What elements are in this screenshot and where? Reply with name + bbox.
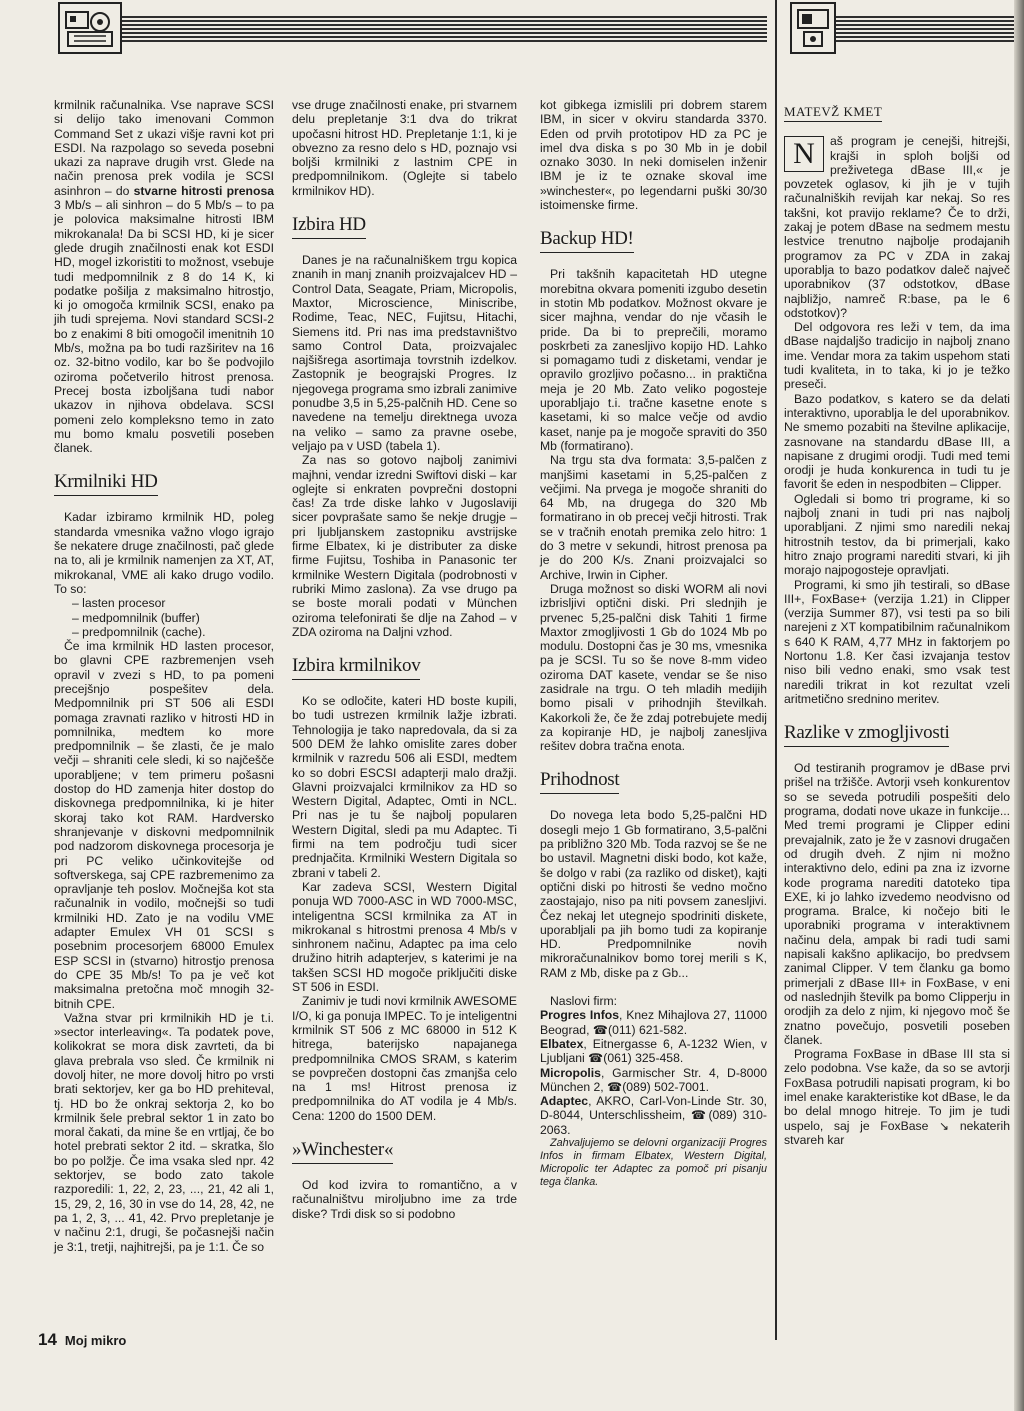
paragraph: Važna stvar pri krmilnikih HD je t.i. »sector interleaving«. Ta podatek pove, kolikokrat se mora disk zavrteti, da bi glava prebrala vso sled. Če krmilnik ni dovolj hiter, ne more dovolj hitro po vrsti brati sektorjev, ker ga bo HD prehiteval, tj. HD bo že onkraj sektorja 2, ko bo krmilnik šele prebral sektor 1 in zato bo moral čakati, da mine še en vrtljaj, če bo hotel prebrati sektor 2 itd. – skratka, šlo bo po polžje. Če ima vsaka sled npr. 42 sektorjev, se bodo zato takole razporedili: 1, 22, 2, 23, ..., 21, 42 ali 1, 15, 29, 2, 16, 30 in vse do 14, 28, 42, ne pa 1, 2, 3, ... 41, 42. Prvo prepletanje je v načinu 2:1, drugi, še počasnejši način je 3:1, tretji, najhitrejši, pa je 1:1. Če so — [54, 1010, 274, 1254]
paragraph: vse druge značilnosti enake, pri stvarnem delu prepletanje 3:1 dva do trikrat upočasni hitrost HD. Prepletanje 1:1, ki je obvezno za resno delo s HD, poznajo vsi boljši krmilniki z lastnim CPE in predpomnilnikom. (Oglejte si tabelo krmilnikov HD). — [292, 98, 517, 198]
column-4 — [784, 105, 1010, 1147]
header-stripe-left — [122, 16, 767, 44]
paragraph: krmilnik računalnika. Vse naprave SCSI si delijo tako imenovani Common Command Set z ukazi višje ravni kot pri ESDI. Na razpolago so seveda posebni ukazi za naprave drugih vrst. Glede na način prenosa prek vodila je SCSI asinhron – do stvarne hitrosti prenosa 3 Mb/s – ali sinhron – do 5 Mb/s – to pa je polovica maksimalne hitrosti IBM mikrokanala! Da bi SCSI HD, ki je sicer glede drugih značilnosti enak kot ESDI HD, mogel izkoristiti to možnost, vsebuje tudi medpomnilnik z 8 do 14 K, ki podatke pošilja z maksimalno hitrostjo, ki jo omogoča krmilnik SCSI, enako pa jih tudi sprejema. Novi standard SCSI-2 bo z enakimi 8 biti omogočil imenitnih 10 Mb/s, možna pa bo tudi razširitev na 16 oz. 32-bitno vodilo, kar bo še podvojilo oziroma početverilo hitrost prenosa. Precej bosta izboljšana tudi nabor ukazov in njihova obdelava. SCSI pomeni zelo kompleksno temo in zato mu bomo kmalu posvetili poseben članek. — [54, 98, 274, 456]
paragraph: kot gibkega izmislili pri dobrem starem IBM, in sicer v okviru standarda 3370. Eden od prvih prototipov HD za PC je imel dva diska s po 30 Mb in je dobil oznako 3030. In neki domiselen inženir IBM je iz te oznake skoval ime »winchester«, po legendarni puški 30/30 istoimenske firme. — [540, 98, 767, 213]
column-3 — [540, 98, 767, 1189]
computer-logo-icon — [790, 2, 836, 54]
section-heading-izbira-krmilnikov: Izbira krmilnikov — [292, 655, 420, 680]
paragraph: Kadar izbiramo krmilnik HD, poleg standarda vmesnika važno vlogo igrajo še nekatere druge značilnosti, pač glede na to, ali je krmilnik namenjen za XT, AT, mikrokanal, VME ali kako drugo vodilo. To so: — [54, 510, 274, 596]
paragraph: Če ima krmilnik HD lasten procesor, bo glavni CPE razbremenjen vseh opravil v zvezi s HD, to pa pomeni precejšnjo pospešitev dela. Medpomnilnik pri ST 506 ali ESDI pomaga zravnati razliko v hitrosti HD in pomnilnika, medtem ko more predpomnilnik – še zlasti, če je malo večji – shraniti cele sledi, ki so najčešče uporabljene; v tem primeru pošasni dostop do HD zamenja hiter dostop do diskovnega predpomnilnika, ki je hiter skoraj tako kot RAM. Hardversko shranjevanje v diskovni medpomnilnik pod nadzorom diskovnega procesorja je pri PC veliko učinkovitejše od softverskega, saj CPE razbremenimo za opravljanje teh poslov. Močnejša kot sta računalnik in vodilo, močnejši so tudi krmilniki HD. Zato je na vodilu VME adapter Emulex VH 01 SCSI s posebnim procesorjem 68000 Emulex ESP SCSI in (stvarno) hitrostjo prenosa do CPE 35 Mb/s! To pa je več kot maksimalna pretočna moč mnogih 32-bitnih CPE. — [54, 639, 274, 1011]
paragraph: Danes je na računalniškem trgu kopica znanih in manj znanih proizvajalcev HD – Control Data, Seagate, Priam, Micropolis, Maxtor, Microscience, Miniscribe, Rodime, Teac, NEC, Fujitsu, Hitachi, Siemens itd. Pri nas ima predstavništvo samo Control Data, proizvajalec najšišrega asortimaja tovrstnih izdelkov. Zastopnik je beograjski Progres. Iz njegovega programa smo izbrali zanimive ponudbe 3,5 in 5,25-palčnih HD. Cene so navedene na temelju direktnega uvoza na veliko – samo za pravne osebe, veljajo pa v USD (tabela 1). — [292, 253, 517, 453]
paragraph: Od testiranih programov je dBase prvi prišel na tržišče. Avtorji vseh konkurentov so se seveda potrudili pospešiti delo programa, dodati nove ukaze in funkcije... Med tremi programi je Clipper edini prevajalnik, zato je že v zasnovi drugačen od drugih dveh. Z njim ni možno interaktivno delo, edini pa zna iz izvorne kode programa narediti datoteko tipa EXE, ki jo lahko izvedemo neodvisno od programa. Bralce, ki nočejo biti le uporabniki programa v interaktivnem načinu dela, ampak bi radi tudi sami napisali kakšno aplikacijo, bo predvsem zanimal Clipper. V tem članku ga bomo primerjali z dBase III+ in FoxBase, v eni od naslednjih številk pa bomo Clipperju in orodjih za delo z njim, ki njegovo moč še znatno povečujo, posvetili poseben članek. — [784, 761, 1010, 1047]
page-footer — [38, 1330, 126, 1350]
address-entry: Elbatex, Eitnergasse 6, A-1232 Wien, v Ljubljani ☎(061) 325-458. — [540, 1036, 767, 1066]
section-heading-backup: Backup HD! — [540, 228, 634, 253]
paragraph: Do novega leta bodo 5,25-palčni HD dosegli mejo 1 Gb formatirano, 3,5-palčni pa približno 320 Mb. Toda razvoj se še ne bo ustavil. Magnetni diski bodo, kot kaže, še dolgo v rabi (za razliko od disket), kajti optični diski po hitrosti še vedno močno zaostajajo, niso pa niti povsem zanesljivi. Čez nekaj let utegnejo spodriniti diskete, uporabljali pa jih bomo tudi za kopiranje HD. Predpomnilnike novih mikroračunalnikov bomo torej merili s K, RAM z Mb, diske pa z Gb... — [540, 808, 767, 980]
paragraph: Pri takšnih kapacitetah HD utegne morebitna okvara pomeniti izgubo desetin in stotin Mb podatkov. Možnost okvare je sicer majhna, vendar do nje včasih le pride. Da bi to preprečili, moramo poskrbeti za zanesljivo kopijo HD. Lahko si pomagamo tudi z disketami, vendar je opravilo grozljivo počasno... in praktična meja je 20 Mb. Zato veliko pogosteje uporabljajo t.i. tračne kasetne enote s kasetami, ki so malce večje od avdio kaset, nanje pa je mogoče spraviti do 350 Mb (formatirano). — [540, 267, 767, 453]
header-stripe-right — [836, 16, 1024, 44]
address-entry: Progres Infos, Knez Mihajlova 27, 11000 Beograd, ☎(011) 621-582. — [540, 1008, 767, 1037]
section-heading-izbira-hd: Izbira HD — [292, 214, 366, 239]
list-item: – medpomnilnik (buffer) — [72, 610, 200, 625]
drop-cap: N — [784, 136, 824, 172]
section-heading-razlike: Razlike v zmogljivosti — [784, 722, 949, 747]
paragraph: Ogledali si bomo tri programe, ki so najbolj znani in tudi pri nas najbolj uporabljani. Z njimi smo naredili nekaj hitrostnih testov, da bi primerjali, kako hitro znajo programi narediti stvari, ki jih morajo najpogosteje opravljati. — [784, 491, 1010, 578]
column-2 — [292, 98, 517, 1221]
paragraph: Za nas so gotovo najbolj zanimivi majhni, vendar izredni Swiftovi diski – kar oglejte si enkraten povprečni dostopni čas! Za trde diske lahko v Jugoslaviji sicer povprašate samo še nekje drugje – pri ljubljanskem zastopniku avstrijske firme Elbatex, ki je distributer za diske firme Fujitsu, Toshiba in Panasonic ter krmilnike Western Digitala (podrobnosti v rubriki Mimo zaslona). Za vse drugo pa se boste morali podati v München oziroma telefonirati še dlje na Zahod – v ZDA oziroma na Daljni vzhod. — [292, 453, 517, 639]
page-edge-shadow — [1014, 0, 1024, 1411]
intro-block — [784, 134, 1010, 320]
page-number: 14 — [38, 1330, 57, 1349]
section-heading-prihodnost: Prihodnost — [540, 769, 619, 794]
paragraph: Zanimiv je tudi novi krmilnik AWESOME I/O, ki ga ponuja IMPEC. To je inteligentni krmilnik ST 506 z MC 68000 in 512 K hitrega, baterijsko napajanega predpomnilnika CMOS SRAM, s katerim se povprečen dostopni čas zmanjša celo na 1 ms! Hitrost prenosa iz predpomnilnika do AT vodila je 4 Mb/s. Cena: 1200 do 1500 DEM. — [292, 994, 517, 1123]
paragraph: Na trgu sta dva formata: 3,5-palčen z manjšimi kasetami in 5,25-palčen z večjimi. Na prvega je mogoče shraniti do 64 Mb, na drugega do 320 Mb formatirano in ob precej večji hitrosti. Trak se v tračnih enotah premika zelo hitro: 1 do 3 metre v sekundi, hitrost prenosa pa je do 200 K/s. Znani proizvajalci so Archive, Irwin in Cipher. — [540, 453, 767, 582]
article-divider — [775, 0, 777, 1340]
addresses-title: Naslovi firm: — [550, 994, 618, 1009]
company-addresses — [540, 994, 767, 1137]
section-heading-winchester: »Winchester« — [292, 1139, 393, 1164]
section-heading-krmilniki: Krmilniki HD — [54, 471, 158, 496]
paragraph: Druga možnost so diski WORM ali novi izbrisljivi optični diski. Pri slednjih je prvenec 5,25-palčni disk Tahiti 1 firme Maxtor zmogljivosti 1 Gb do 1024 Mb po modulu. Dostopni čas je 30 ms, vmesnika pa je SCSI. Tu so še nove 8-mm video oziroma DAT kasete, vendar se še niso zasidrale na trgu. O teh mladih medijih bomo pisali v prihodnjih številkah. Kakorkoli že, če že zdaj potrebujete medij za kopiranje HD, je najbolj zanesljiva rešitev dobra tračna enota. — [540, 581, 767, 754]
paragraph: aš program je cenejši, hitrejši, krajši in sploh boljši od preživetega dBase III,« je povzetek oglasov, ki jih je v tujih računalniških revijah kar nekaj. So res takšni, kot pravijo reklame? Če to drži, zakaj je potem dBase na sedmem mestu lestvice trenutno najbolje prodajanih programov za PC v ZDA in zakaj uporablja to bazo podatkov daleč največ uporabnikov (37 odstotkov, dBase najbližjo, namreč R:base, pa le 6 odstotkov)? — [784, 134, 1010, 320]
robot-logo-icon — [58, 2, 122, 54]
paragraph: Ko se odločite, kateri HD boste kupili, bo tudi ustrezen krmilnik lažje izbrati. Tehnologija je tako napredovala, da si za 500 DEM že lahko omislite zares dober krmilnik v razredu 506 ali ESDI, medtem ko so dobri ESCSI adapterji malo dražji. Glavni proizvajalci krmilnikov za HD so Western Digital, Adaptec, Omti in NCL. Pri nas je tu še najbolj popularen Western Digital, sledi pa mu Adaptec. Ti firmi na tem področju tudi sicer prednjačita. Krmilniki Western Digitala so zbrani v tabeli 2. — [292, 694, 517, 880]
address-entry: Micropolis, Garmischer Str. 4, D-8000 München 2, ☎(089) 502-7001. — [540, 1065, 767, 1094]
paragraph: Programi, ki smo jih testirali, so dBase III+, FoxBase+ (verzija 1.21) in Clipper (verzija Summer 87), vsi testi pa so bili narejeni z XT kompatibilnim računalnikom s 640 K RAM, 4,77 MHz in faktorjem po Nortonu 1.8. Ker časi izvajanja testov niso bili vedno enaki, smo vsak test naredili trikrat in kot rezultat vzeli aritmetično srednino meritev. — [784, 577, 1010, 706]
list-item: – lasten procesor — [72, 596, 166, 611]
paragraph: Programa FoxBase in dBase III sta si zelo podobna. Vse kaže, da so se avtorji FoxBasa potrudili napisati program, ki bo imel enake karakteristike kot dBase, le da bo delal mnogo hitreje. To jim je tudi uspelo, saj je FoxBase ↘ nekaterih stvareh kar — [784, 1047, 1010, 1147]
list-item: – predpomnilnik (cache). — [72, 624, 206, 639]
acknowledgement-note: Zahvaljujemo se delovni organizaciji Progres Infos in firmam Elbatex, Western Digital, Micropolic ter Adaptec za pomoč pri pisanju tega članka. — [540, 1137, 767, 1188]
paragraph: Del odgovora res leži v tem, da ima dBase najdaljšo tradicijo in najbolj znano ime. Vendar mora za takim uspehom stati tudi kvaliteta, in to taka, ki jo je težko preseči. — [784, 320, 1010, 392]
paragraph: Kar zadeva SCSI, Western Digital ponuja WD 7000-ASC in WD 7000-MSC, inteligentna SCSI krmilnika za AT in mikrokanal s hitrostmi prenosa 4 Mb/s v sinhronem načinu, Adaptec pa ima celo družino hitrih adapterjev, s katerimi je na takšen SCSI HD mogoče priključiti diske ST 506 in ESDI. — [292, 879, 517, 995]
column-1 — [54, 98, 274, 1254]
author-byline: MATEVŽ KMET — [784, 105, 882, 122]
paragraph: Od kod izvira to romantično, a v računalništvu miroljubno ime za trde diske? Trdi disk so si podobno — [292, 1178, 517, 1221]
paragraph: Bazo podatkov, s katero se da delati interaktivno, uporablja le del uporabnikov. Ne smemo pozabiti na številne aplikacije, zasnovane na standardu dBase III, a napisane z drugimi orodji. Tudi med temi orodji je huda konkurenca in tudi tu je favorit še eden in nespodbiten – Clipper. — [784, 391, 1010, 492]
address-entry: Adaptec, AKRO, Carl-Von-Linde Str. 30, D-8044, Unterschlissheim, ☎(089) 310-2063. — [540, 1094, 767, 1137]
magazine-name: Moj mikro — [64, 1333, 127, 1348]
